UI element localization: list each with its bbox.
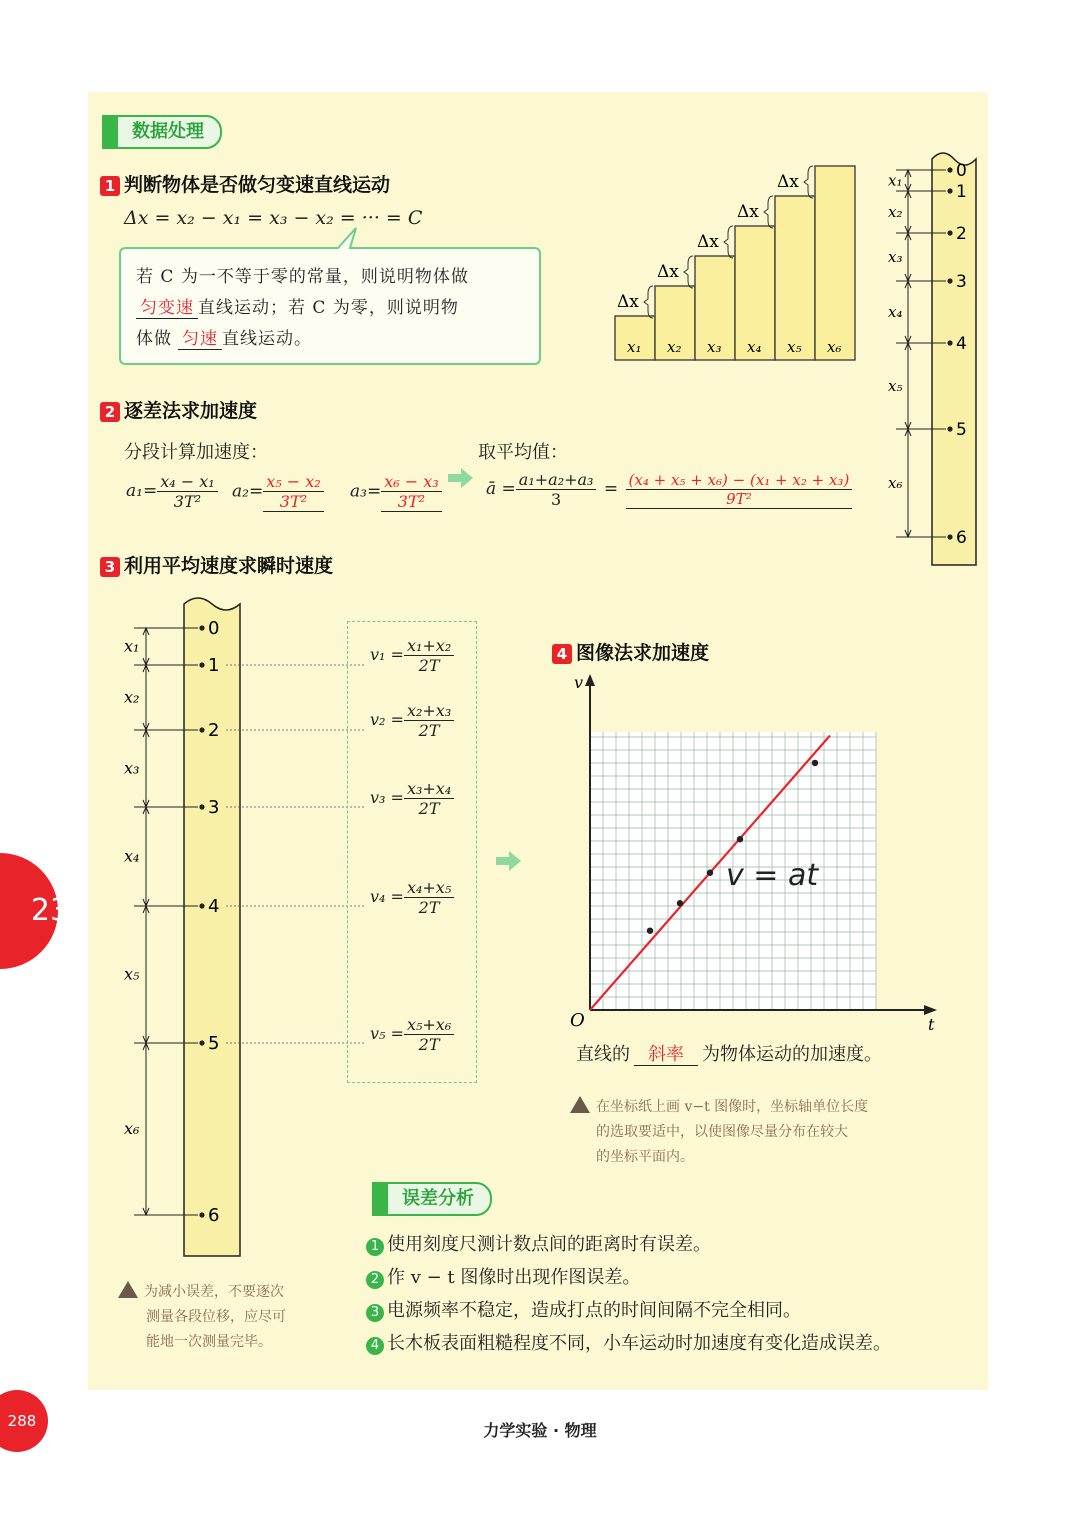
tape-dot (947, 426, 952, 431)
x-axis-label: t (928, 1015, 935, 1034)
a1-symbol: a₁= (126, 481, 158, 501)
a1-formula (126, 472, 218, 511)
stair-brace (684, 256, 693, 288)
data-point (677, 900, 683, 906)
stair-brace (644, 286, 653, 318)
stair-block (775, 196, 815, 360)
velocity-box (347, 621, 477, 1083)
point-label: 4 (208, 896, 220, 917)
error-item-3 (366, 1294, 976, 1327)
velocity-denominator: 2T (418, 721, 440, 740)
segment-label: x₃ (124, 758, 140, 778)
conclusion-text-3: 体做 (136, 329, 172, 349)
stair-label: x₅ (787, 338, 802, 356)
footer-title: 力学实验 · 物理 (483, 1421, 597, 1440)
segment-label: x₅ (124, 964, 140, 984)
point-label: 5 (208, 1033, 220, 1054)
arrow-right-icon-2 (496, 851, 522, 871)
tape-dot (199, 727, 204, 732)
velocity-numerator: x₁+x₂ (404, 636, 454, 656)
note-measure-line-3: 能地一次测量完毕。 (146, 1334, 272, 1350)
a1-numerator: x₄ − x₁ (157, 472, 217, 492)
segment-label: x₆ (124, 1119, 140, 1138)
point-label: 1 (208, 655, 220, 676)
paper-tape-top (880, 145, 980, 570)
error-text-1: 使用刻度尺测计数点间的距离时有误差。 (387, 1234, 711, 1255)
error-text-3: 电源频率不稳定，造成打点的时间间隔不完全相同。 (387, 1300, 801, 1321)
delta-x-label: Δx (697, 232, 719, 252)
section-3-title (100, 551, 333, 578)
stair-block (815, 166, 855, 360)
section-2-title (100, 396, 257, 423)
section-4-title-text: 图像法求加速度 (576, 642, 710, 664)
section-1-title (100, 170, 390, 197)
velocity-denominator: 2T (418, 656, 440, 675)
section-4-number: 4 (552, 644, 572, 664)
segment-label: x₄ (124, 846, 140, 866)
section-3-number: 3 (100, 557, 120, 577)
note-graph-line-3: 的坐标平面内。 (596, 1149, 694, 1165)
velocity-numerator: x₃+x₄ (404, 779, 454, 799)
velocity-formula-3 (370, 779, 454, 818)
point-label: 0 (956, 161, 967, 181)
data-point (707, 870, 713, 876)
velocity-denominator: 2T (418, 799, 440, 818)
stair-brace (764, 196, 773, 228)
velocity-numerator: x₅+x₆ (404, 1015, 454, 1035)
segment-label: x₅ (888, 377, 903, 395)
caption-post: 为物体运动的加速度。 (702, 1044, 882, 1065)
tape-dot (199, 662, 204, 667)
stair-label: x₄ (747, 338, 762, 356)
velocity-formula-2 (370, 701, 454, 740)
segment-label: x₁ (888, 171, 903, 190)
a3-numerator: x₆ − x₃ (381, 472, 441, 492)
point-label: 6 (208, 1205, 220, 1226)
point-label: 6 (956, 528, 967, 548)
tape-dot (947, 230, 952, 235)
delta-x-label: Δx (617, 292, 639, 312)
data-point (737, 836, 743, 842)
y-axis-arrow (585, 674, 595, 686)
error-item-2 (366, 1261, 976, 1294)
tape-dot (947, 534, 952, 539)
point-label: 3 (956, 272, 967, 292)
point-label: 3 (208, 797, 220, 818)
arrow-right-icon (448, 468, 474, 488)
velocity-formula-4 (370, 878, 454, 917)
equals-sign: = (603, 479, 619, 499)
warning-icon-2 (570, 1096, 590, 1113)
data-point (647, 928, 653, 934)
velocity-numerator: x₂+x₃ (404, 701, 454, 721)
error-text-2: 作 v − t 图像时出现作图误差。 (387, 1267, 641, 1288)
tape-dot (947, 167, 952, 172)
average-label: 取平均值： (478, 442, 568, 463)
velocity-symbol: v₁ = (370, 645, 404, 664)
error-analysis-tag: 误差分析 (372, 1182, 492, 1216)
section-2-number: 2 (100, 402, 120, 422)
error-text-4: 长木板表面粗糙程度不同，小车运动时加速度有变化造成误差。 (387, 1333, 891, 1354)
error-item-1 (366, 1228, 976, 1261)
conclusion-text-4: 直线运动。 (222, 329, 312, 349)
delta-x-label: Δx (737, 202, 759, 222)
tape-dot (947, 340, 952, 345)
note-graph (570, 1095, 950, 1170)
section-4-title (552, 638, 709, 665)
error-list (366, 1228, 976, 1360)
delta-x-label: Δx (657, 262, 679, 282)
conclusion-box (136, 262, 536, 355)
stair-brace (804, 166, 813, 198)
x-axis-arrow (924, 1005, 937, 1015)
final-numerator: (x₄ + x₅ + x₆) − (x₁ + x₂ + x₃) (626, 471, 853, 490)
slope-caption (576, 1040, 882, 1066)
note-measure-line-2: 测量各段位移，应尽可 (146, 1309, 286, 1325)
velocity-denominator: 2T (418, 898, 440, 917)
velocity-formula-5 (370, 1015, 454, 1054)
conclusion-text-2: 直线运动；若 C 为零，则说明物 (198, 298, 459, 318)
abar-denominator: 3 (551, 490, 562, 509)
a3-denominator: 3T² (381, 492, 441, 512)
segment-label: x₂ (124, 687, 140, 707)
velocity-symbol: v₄ = (370, 887, 404, 906)
dotted-guides (226, 640, 366, 1060)
stair-brace (724, 226, 733, 258)
stair-label: x₃ (707, 338, 722, 356)
note-measure-line-1: 为减小误差，不要逐次 (144, 1284, 284, 1300)
section-3-title-text: 利用平均速度求瞬时速度 (124, 555, 334, 577)
tape-dot (199, 804, 204, 809)
a3-formula (350, 472, 442, 512)
tape-strip (932, 153, 976, 565)
note-measure (118, 1280, 338, 1355)
velocity-symbol: v₂ = (370, 710, 404, 729)
a1-denominator: 3T² (173, 492, 202, 511)
page-number: 288 (7, 1412, 37, 1430)
point-label: 0 (208, 618, 220, 639)
y-axis-label: v (574, 673, 584, 692)
velocity-denominator: 2T (418, 1035, 440, 1054)
section-1-title-text: 判断物体是否做匀变速直线运动 (124, 174, 391, 196)
answer-uniform: 匀速 (178, 329, 222, 350)
origin-label: O (570, 1010, 585, 1031)
velocity-symbol: v₃ = (370, 788, 404, 807)
error-number-2: 2 (366, 1271, 384, 1289)
tape-dot (947, 188, 952, 193)
section-2-title-text: 逐差法求加速度 (124, 400, 258, 422)
segment-label: x₁ (124, 636, 140, 656)
vt-graph (560, 670, 950, 1040)
delta-x-label: Δx (777, 172, 799, 192)
a3-symbol: a₃= (350, 481, 382, 502)
point-label: 5 (956, 420, 967, 440)
equation-label: v = at (726, 858, 819, 893)
error-number-3: 3 (366, 1304, 384, 1322)
segment-label: x₂ (888, 203, 903, 221)
point-label: 4 (956, 334, 967, 354)
warning-icon (118, 1281, 138, 1298)
answer-uniform-accel: 匀变速 (136, 298, 198, 319)
stair-label: x₂ (667, 338, 682, 356)
staircase-diagram (600, 160, 870, 370)
error-number-1: 1 (366, 1238, 384, 1256)
caption-pre: 直线的 (576, 1044, 630, 1065)
velocity-numerator: x₄+x₅ (404, 878, 454, 898)
conclusion-line-1: 若 C 为一不等于零的常量，则说明物体做 (136, 267, 469, 287)
abar-numerator: a₁+a₂+a₃ (516, 470, 597, 490)
tape-dot (199, 1040, 204, 1045)
point-label: 1 (956, 182, 967, 202)
section-1-number: 1 (100, 176, 120, 196)
a2-symbol: a₂= (232, 481, 264, 502)
tape-dot (199, 903, 204, 908)
chapter-number: 23 (30, 893, 70, 928)
error-item-4 (366, 1327, 976, 1360)
a2-denominator: 3T² (263, 492, 323, 512)
point-label: 2 (956, 224, 967, 244)
section-tag: 数据处理 (102, 115, 222, 149)
stair-label: x₁ (627, 338, 642, 356)
difference-formula: Δx = x₂ − x₁ = x₃ − x₂ = ··· = C (124, 207, 423, 229)
segment-label: x₆ (888, 474, 903, 492)
tape-dot (199, 1212, 204, 1217)
final-denominator: 9T² (626, 490, 853, 509)
average-formula (486, 470, 852, 509)
segment-label: x₄ (888, 303, 903, 321)
note-graph-line-1: 在坐标纸上画 v−t 图像时，坐标轴单位长度 (596, 1099, 869, 1115)
abar-symbol: ā = (486, 479, 516, 499)
conclusion-line-3 (136, 324, 536, 355)
segment-label: x₃ (888, 248, 903, 266)
error-number-4: 4 (366, 1337, 384, 1355)
data-point (812, 760, 818, 766)
tape-dot (947, 278, 952, 283)
answer-slope: 斜率 (634, 1044, 698, 1066)
a2-formula (232, 472, 324, 512)
velocity-formula-1 (370, 636, 454, 675)
stair-label: x₆ (827, 338, 842, 356)
note-graph-line-2: 的选取要适中，以使图像尽量分布在较大 (596, 1124, 848, 1140)
segmented-label: 分段计算加速度： (124, 442, 268, 463)
point-label: 2 (208, 720, 220, 741)
velocity-symbol: v₅ = (370, 1024, 404, 1043)
tape-dot (199, 625, 204, 630)
conclusion-line-2 (136, 293, 536, 324)
a2-numerator: x₅ − x₂ (263, 472, 323, 492)
